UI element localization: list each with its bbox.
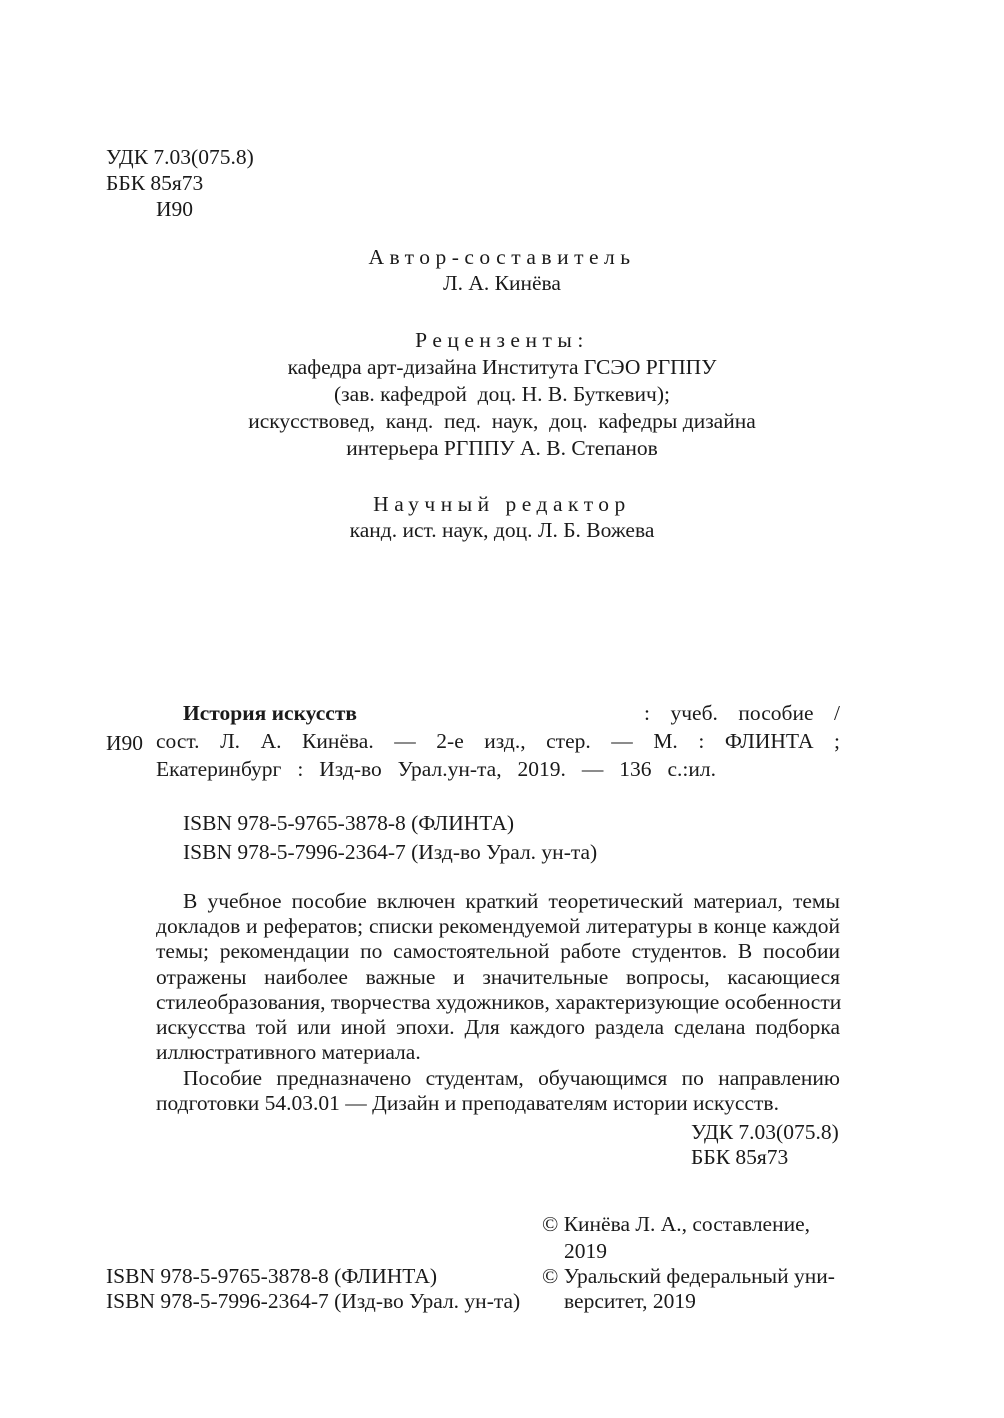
reviewer-line: искусствовед, канд. пед. наук, доц. кафедры дизайна — [248, 409, 756, 433]
scientific-editor-heading: Научный редактор — [373, 492, 631, 516]
bibliographic-author-mark: И90 — [106, 731, 144, 755]
author-compiler-name: Л. А. Кинёва — [443, 271, 561, 295]
book-title: История искусств — [183, 701, 358, 725]
annotation-line: темы; рекомендации по самостоятельной работе студентов. В пособии — [156, 939, 840, 963]
reviewer-line: (зав. кафедрой доц. Н. В. Буткевич); — [334, 382, 670, 406]
reviewer-line: интерьера РГППУ А. В. Степанов — [346, 436, 658, 460]
annotation-line: Пособие предназначено студентам, обучающимся по направлению — [183, 1066, 840, 1090]
bibliographic-line-2: сост. Л. А. Кинёва. — 2-е изд., стер. — М. : ФЛИНТА ; — [156, 729, 840, 753]
bibliographic-line-3: Екатеринбург : Изд-во Урал.ун-та, 2019. — 136 с.:ил. — [156, 757, 716, 781]
author-mark: И90 — [156, 197, 194, 221]
reviewer-line: кафедра арт-дизайна Института ГСЭО РГППУ — [287, 355, 717, 379]
scientific-editor-name: канд. ист. наук, доц. Л. Б. Вожева — [349, 518, 655, 542]
annotation-line: В учебное пособие включен краткий теоретический материал, темы — [183, 889, 840, 913]
copyright-compiler: © Кинёва Л. А., составление, — [542, 1212, 811, 1236]
annotation-line: докладов и рефератов; списки рекомендуемой литературы в конце каждой — [156, 914, 840, 938]
footer-isbn-ural: ISBN 978-5-7996-2364-7 (Изд-во Урал. ун-та) — [106, 1289, 521, 1313]
annotation-line: отражены наиболее важные и значительные вопросы, касающиеся — [156, 965, 840, 989]
author-compiler-heading: Автор-составитель — [368, 245, 636, 269]
annotation-line: подготовки 54.03.01 — Дизайн и преподавателям истории искусств. — [156, 1091, 779, 1115]
reviewers-heading: Рецензенты: — [415, 328, 589, 352]
isbn-ural: ISBN 978-5-7996-2364-7 (Изд-во Урал. ун-та) — [183, 840, 598, 864]
annotation-bbk: ББК 85я73 — [691, 1145, 789, 1169]
copyright-university-year: верситет, 2019 — [564, 1289, 696, 1313]
isbn-flinta: ISBN 978-5-9765-3878-8 (ФЛИНТА) — [183, 811, 515, 835]
bibliographic-line-1: : учеб. пособие / — [644, 701, 840, 725]
annotation-udk: УДК 7.03(075.8) — [691, 1120, 839, 1144]
annotation-line: иллюстративного материала. — [156, 1040, 421, 1064]
udk-code: УДК 7.03(075.8) — [106, 145, 254, 169]
bbk-code: ББК 85я73 — [106, 171, 204, 195]
annotation-line: искусства той или иной эпохи. Для каждого раздела сделана подборка — [156, 1015, 840, 1039]
annotation-line: стилеобразования, творчества художников, характеризующие особенности — [156, 990, 842, 1014]
copyright-university: © Уральский федеральный уни- — [542, 1264, 835, 1288]
copyright-compiler-year: 2019 — [564, 1239, 607, 1263]
footer-isbn-flinta: ISBN 978-5-9765-3878-8 (ФЛИНТА) — [106, 1264, 438, 1288]
